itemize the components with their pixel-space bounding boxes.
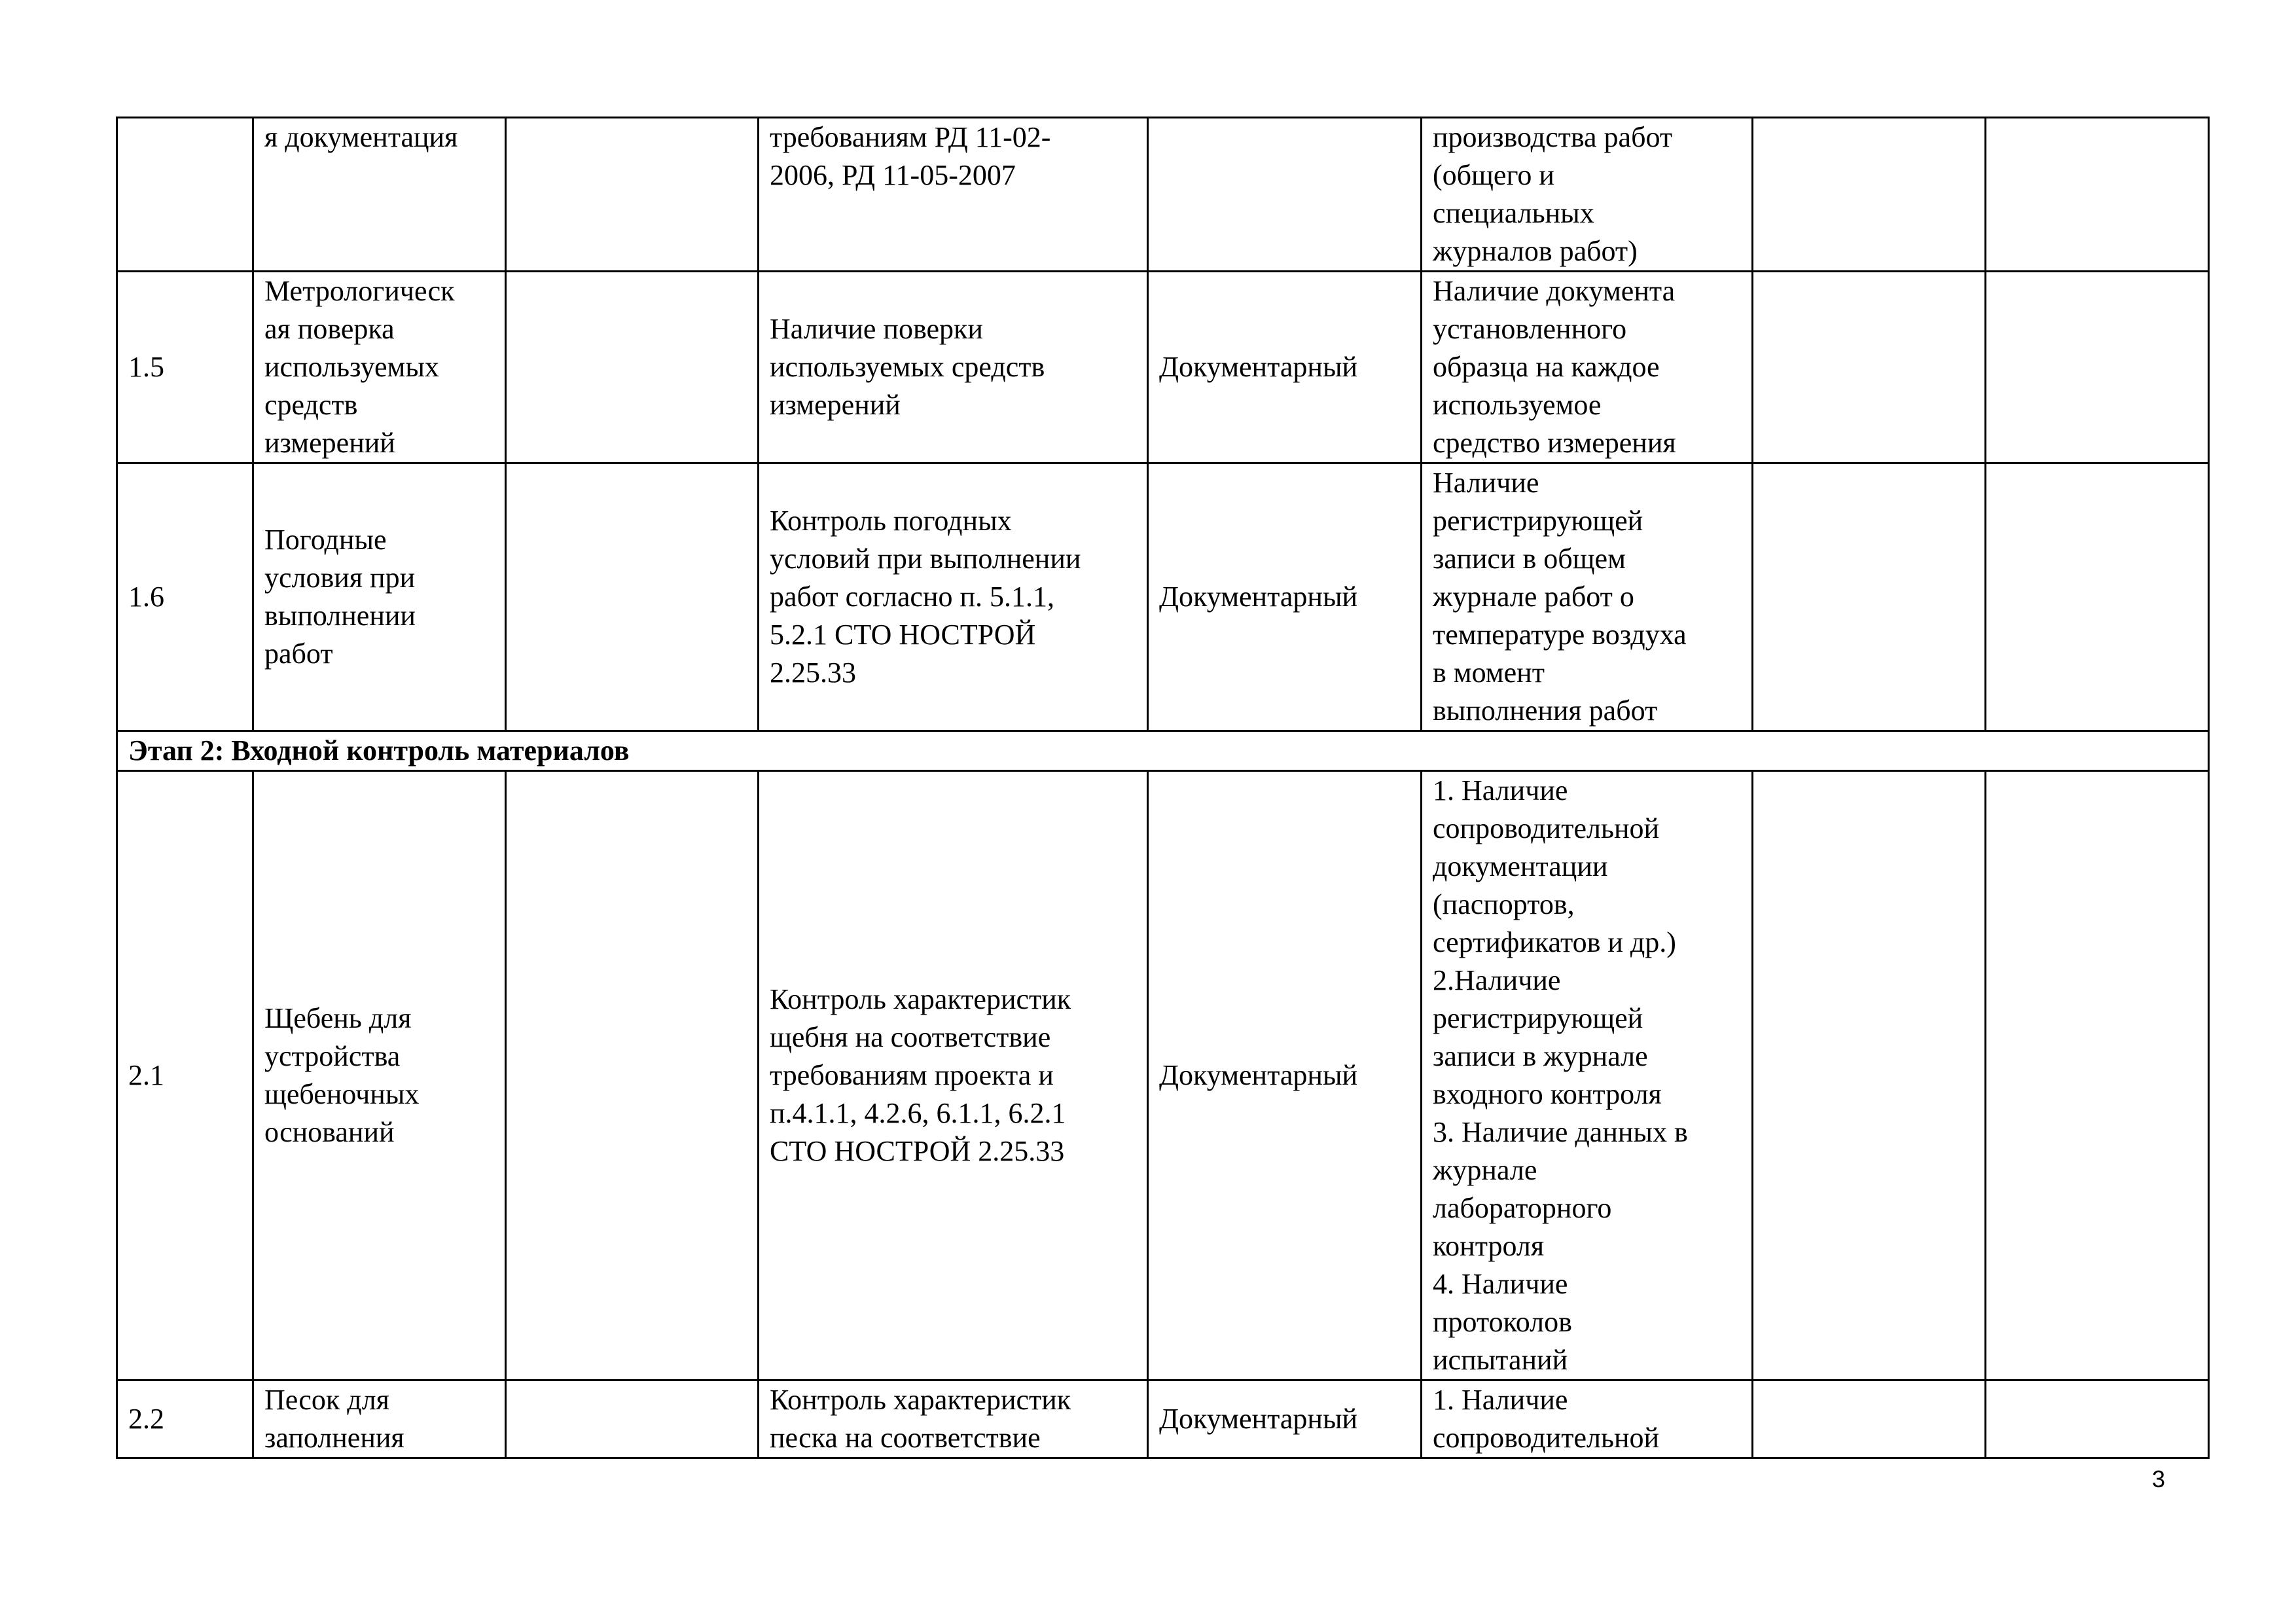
cell-extra-1 (1753, 1380, 1986, 1458)
cell-blank (506, 1380, 759, 1458)
cell-subject: Контроль погодных условий при выполнении работ согласно п. 5.1.1, 5.2.1 СТО НОСТРОЙ 2.25.33 (759, 463, 1148, 731)
table-row (117, 272, 2209, 463)
cell-name: Песок для заполнения (253, 1380, 506, 1458)
cell-method (1148, 118, 1422, 272)
cell-criteria: Наличие документа установленного образца на каждое используемое средство измерения (1422, 272, 1753, 463)
cell-extra-2 (1986, 1380, 2209, 1458)
cell-blank (506, 118, 759, 272)
cell-extra-1 (1753, 118, 1986, 272)
cell-extra-1 (1753, 771, 1986, 1380)
cell-extra-2 (1986, 118, 2209, 272)
table-row (117, 118, 2209, 272)
cell-subject: требованиям РД 11-02- 2006, РД 11-05-2007 (759, 118, 1148, 272)
cell-method: Документарный (1148, 771, 1422, 1380)
cell-method: Документарный (1148, 463, 1422, 731)
stage-row (117, 731, 2209, 771)
page-number: 3 (2151, 1466, 2165, 1492)
cell-num: 1.6 (117, 463, 253, 731)
table-row (117, 1380, 2209, 1458)
cell-extra-2 (1986, 771, 2209, 1380)
cell-extra-1 (1753, 463, 1986, 731)
cell-extra-2 (1986, 463, 2209, 731)
stage-heading: Этап 2: Входной контроль материалов (117, 731, 2209, 771)
cell-num: 1.5 (117, 272, 253, 463)
cell-subject: Контроль характеристик песка на соответствие (759, 1380, 1148, 1458)
cell-num: 2.1 (117, 771, 253, 1380)
cell-subject: Контроль характеристик щебня на соответствие требованиям проекта и п.4.1.1, 4.2.6, 6.1.1, 6.2.1 СТО НОСТРОЙ 2.25.33 (759, 771, 1148, 1380)
table-row (117, 771, 2209, 1380)
table-row (117, 463, 2209, 731)
cell-num (117, 118, 253, 272)
cell-blank (506, 463, 759, 731)
cell-name: Щебень для устройства щебеночных оснований (253, 771, 506, 1380)
cell-method: Документарный (1148, 272, 1422, 463)
cell-criteria: 1. Наличие сопроводительной документации (паспортов, сертификатов и др.) 2.Наличие регистрирующей записи в журнале входного контроля 3. Наличие данных в журнале лабораторного контроля 4. Наличие протоколов испытаний (1422, 771, 1753, 1380)
cell-blank (506, 272, 759, 463)
control-table (116, 117, 2210, 1459)
cell-extra-2 (1986, 272, 2209, 463)
cell-num: 2.2 (117, 1380, 253, 1458)
cell-extra-1 (1753, 272, 1986, 463)
cell-blank (506, 771, 759, 1380)
cell-name: я документация (253, 118, 506, 272)
cell-criteria: Наличие регистрирующей записи в общем журнале работ о температуре воздуха в момент выполнения работ (1422, 463, 1753, 731)
cell-name: Метрологическ ая поверка используемых средств измерений (253, 272, 506, 463)
cell-criteria: 1. Наличие сопроводительной (1422, 1380, 1753, 1458)
cell-subject: Наличие поверки используемых средств измерений (759, 272, 1148, 463)
cell-method: Документарный (1148, 1380, 1422, 1458)
cell-criteria: производства работ (общего и специальных журналов работ) (1422, 118, 1753, 272)
cell-name: Погодные условия при выполнении работ (253, 463, 506, 731)
